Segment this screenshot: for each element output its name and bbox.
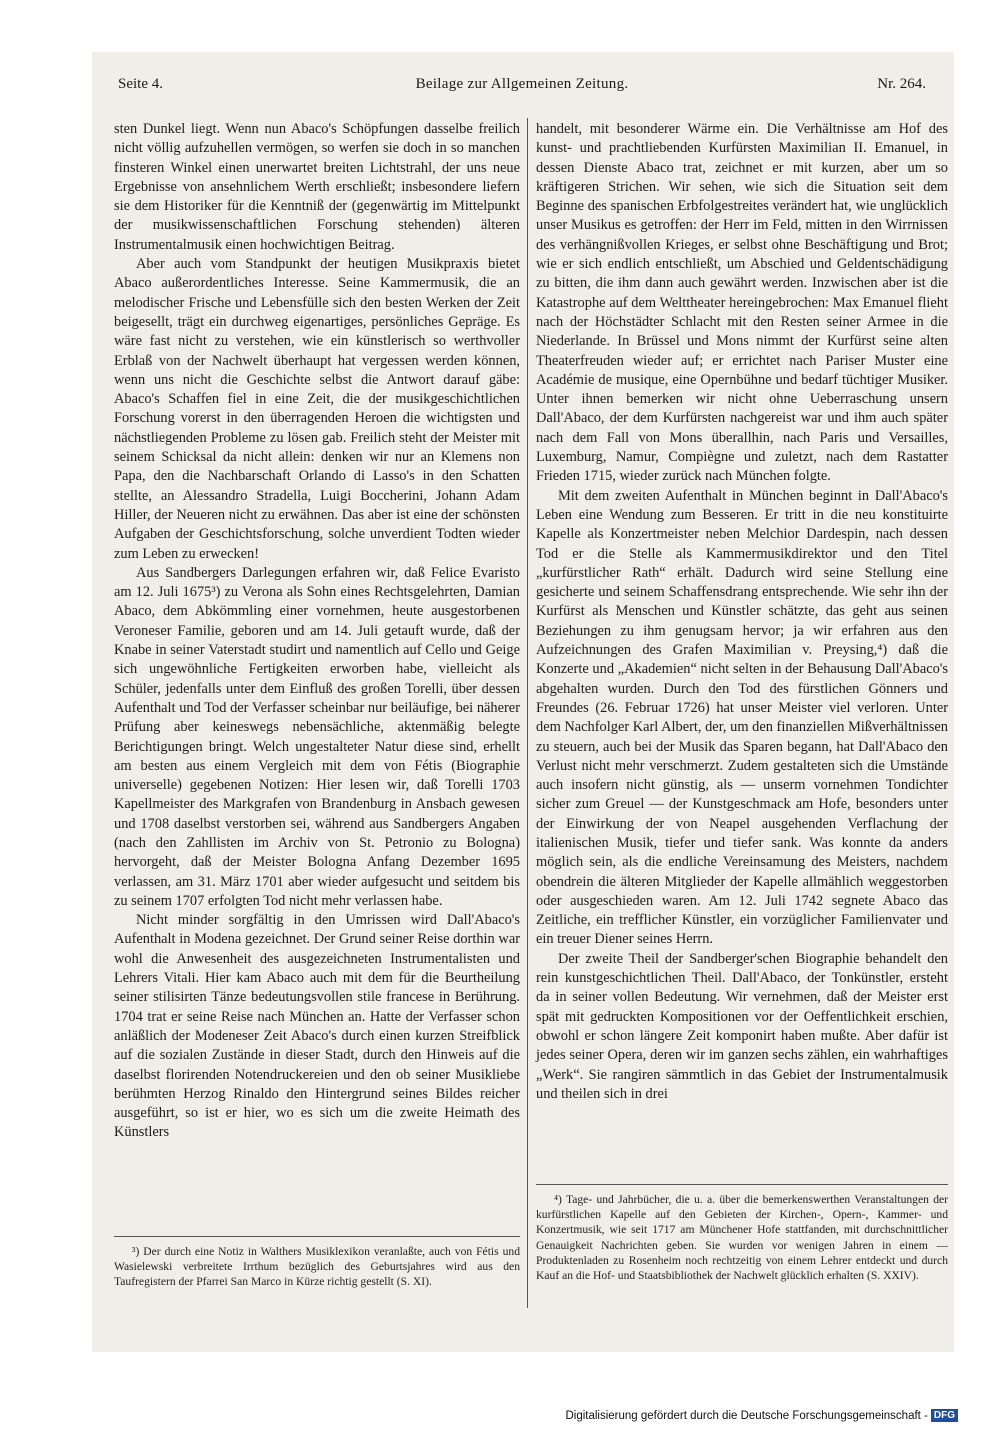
paragraph: sten Dunkel liegt. Wenn nun Abaco's Schöpfungen dasselbe freilich nicht völlig aufzuhellen vermögen, so werfen sie doch in so manchen finsteren Winkel einen unerwartet breiten Lichtstrahl, der uns neue Ergebnisse von ansehnlichem Werth erschließt; insbesondere liefern sie dem Historiker für die Kenntniß der (gegenwärtig im Mittelpunkt der musikwissenschaftlichen Forschung stehenden) älteren Instrumentalmusik einen hochwichtigen Beitrag. [114,121,520,253]
paragraph: Mit dem zweiten Aufenthalt in München beginnt in Dall'Abaco's Leben eine Wendung zum Besseren. Er tritt in die neu konstituirte Kapelle als Konzertmeister neben Melchior Dardespin, nach dessen Tod er die Stelle als Kammermusikdirektor und den Titel „kurfürstlicher Rath“ erhält. Dadurch wird seine Stellung eine gesicherte und seinem Schaffensdrang entsprechende. Wie sehr ihn der Kurfürst als Menschen und Künstler schätzte, das geht aus seinen Beziehungen zu ihm genugsam hervor; ja wir erfahren aus den Aufzeichnungen des Grafen Maximilian v. Preysing,⁴) daß die Konzerte und „Akademien“ nicht selten in der Behausung Dall'Abaco's abgehalten wurden. Durch den Tod des fürstlichen Gönners und Freundes (26. Februar 1726) hat unser Meister viel verloren. Unter dem Nachfolger Karl Albert, der, um den finanziellen Mißverhältnissen zu steuern, auch bei der Musik das Sparen begann, hat Dall'Abaco den Verlust nicht mehr verschmerzt. Zudem gestalteten sich die Umstände auch insofern nicht günstig, als — unserm vornehmen Tondichter sicher zum Greuel — der Kunstgeschmack am Hofe, besonders unter der Einwirkung der von Neapel ausgehenden Verflachung der italienischen Musik, tiefer und tiefer sank. Was konnte da anders möglich sein, als die endliche Vereinsamung des Meisters, nachdem obendrein die älteren Mitglieder der Kapelle allmählich weggestorben oder ausgeschieden waren. Am 12. Juli 1742 segnete Abaco das Zeitliche, ein trefflicher Künstler, ein vorzüglicher Familienvater und ein treuer Diener seines Herrn. [536,487,948,948]
column-divider [527,118,528,1308]
left-column [114,120,520,1143]
credit-text: Digitalisierung gefördert durch die Deutsche Forschungsgemeinschaft - [565,1410,928,1422]
paragraph: Aus Sandbergers Darlegungen erfahren wir, daß Felice Evaristo am 12. Juli 1675³) zu Verona als Sohn eines Rechtsgelehrten, Damian Abaco, dem Abkömmling einer vornehmen, heute ausgestorbenen Veroneser Familie, geboren und am 14. Juli getauft wurde, daß der Knabe in seiner Vaterstadt studirt und namentlich auf Cello und Geige sich ungewöhnliche Fertigkeiten erworben habe, vielleicht als Schüler, jedenfalls unter dem Einfluß des großen Torelli, über dessen Aufenthalt und Tod der Verfasser scheinbar nur beiläufige, bei näherer Prüfung aber keineswegs nebensächliche, aktenmäßig belegte Berichtigungen bringt. Welch ungestalteter Natur diese sind, erhellt am besten aus einem Vergleich mit dem von Fétis (Biographie universelle) gegebenen Notizen: Hier lesen wir, daß Torelli 1703 Kapellmeister des Markgrafen von Brandenburg in Ansbach gewesen und 1708 daselbst verstorben sei, während aus Sandbergers Angaben (nach den Zahllisten im Archiv von St. Petronio zu Bologna) hervorgeht, daß der Meister Bologna Anfang Dezember 1695 verlassen, am 31. März 1701 aber wieder aufgesucht und seitdem bis zu seinem 1707 erfolgten Tod nicht mehr verlassen habe. [114,564,520,909]
dfg-logo: DFG [931,1409,958,1422]
footnote-text: ³) Der durch eine Notiz in Walthers Musiklexikon veranlaßte, auch von Fétis und Wasielewski verbreitete Irrthum bezüglich des Geburtsjahres wird aus den Taufregistern der Pfarrei San Marco in Kürze richtig gestellt (S. XI). [114,1245,520,1289]
paragraph: Nicht minder sorgfältig in den Umrissen wird Dall'Abaco's Aufenthalt in Modena gezeichnet. Der Grund seiner Reise dorthin war wohl die Anwesenheit des ausgezeichneten Instrumentalisten und Lehrers Vitali. Hier kam Abaco auch mit dem für die Beurtheilung seiner stilisirten Tänze bedeutungsvollen stile francese in Berührung. 1704 trat er seine Reise nach München an. Hatte der Verfasser schon anläßlich der Modeneser Zeit Abaco's durch einen kurzen Streifblick auf die sozialen Zustände in dieser Stadt, durch den Hinweis auf die daselbst florirenden Notendruckereien und den ob seiner Musikliebe berühmten Herzog Rinaldo den Hintergrund seines Bildes reicher ausgeführt, so ist er hier, wo es sich um die zweite Heimath des Künstlers [114,912,520,1141]
right-column [536,120,948,1104]
paragraph: Der zweite Theil der Sandberger'schen Biographie behandelt den rein kunstgeschichtlichen Theil. Dall'Abaco, der Tonkünstler, ersteht da in seiner vollen Bedeutung. Wir vernehmen, daß der Meister erst spät mit gedruckten Kompositionen vor der Oeffentlichkeit erschien, obwohl er schon längere Zeit komponirt haben mußte. Aber dafür ist jedes seiner Opera, deren wir im ganzen sechs zählen, ein wahrhaftiges „Werk“. Sie rangiren sämmtlich in das Gebiet der Instrumentalmusik und theilen sich in drei [536,950,948,1102]
header-page-number: Seite 4. [118,76,163,92]
footnote-text: ⁴) Tage- und Jahrbücher, die u. a. über die bemerkenswerthen Veranstaltungen der kurfürstlichen Kapelle auf den Gebieten der Kirchen-, Opern-, Kammer- und Konzertmusik, wie seit 1717 am Münchener Hofe stattfanden, mit durchschnittlicher Genauigkeit Nachrichten geben. Sie wurden vor wenigen Jahren in einem — Produktenladen zu Rosenheim noch rechtzeitig von einem Lehrer entdeckt und durch Kauf an die Hof- und Staatsbibliothek der Nachwelt glücklich erhalten (S. XXIV). [536,1193,948,1283]
header-title: Beilage zur Allgemeinen Zeitung. [415,76,629,92]
footnote-rule-right [536,1184,948,1185]
paragraph: Aber auch vom Standpunkt der heutigen Musikpraxis bietet Abaco außerordentliches Interesse. Seine Kammermusik, die an melodischer Frische und Lebensfülle sich den besten Werken der Zeit beigesellt, trägt ein durchweg eigenartiges, persönliches Gepräge. Es wäre fast nicht zu verstehen, wie ein künstlerisch so werthvoller Erblaß von der Nachwelt überhaupt hat vergessen werden können, wenn uns nicht die Geschichte selbst die Antwort darauf gäbe: Abaco's Schaffen fiel in eine Zeit, die der musikgeschichtlichen Forschung vorerst in den überragenden Heroen die wichtigsten und nächstliegenden Probleme zu lösen gab. Freilich steht der Meister mit seinem Schicksal da nicht allein: denken wir nur an Klemens non Papa, den die Nachbarschaft Orlando di Lasso's in den Schatten stellte, an Alessandro Stradella, Luigi Boccherini, Johann Adam Hiller, der Neueren nicht zu erwähnen. Das aber ist eine der schönsten Aufgaben der Geschichtsforschung, solche unverdient Todten wieder zum Leben zu erwecken! [114,256,520,562]
page-header [118,76,926,98]
header-issue-number: Nr. 264. [877,76,926,92]
footnote-left [114,1244,520,1290]
paragraph: handelt, mit besonderer Wärme ein. Die Verhältnisse am Hof des kunst- und prachtliebenden Kurfürsten Maximilian II. Emanuel, in dessen Dienste Abaco trat, zeichnet er mit kurzen, aber um so kräftigeren Strichen. Wir sehen, wie sich die Situation seit dem Beginne des spanischen Erbfolgestreites verändert hat, wie unglücklich unser Musikus es getroffen: der Herr im Feld, mitten in den Wirrnissen des verhängnißvollen Krieges, er selbst ohne Beschäftigung und Brot; wie er sich endlich entschließt, um Abschied und Geldentschädigung zu bitten, die ihm dann auch gewährt werden. Inzwischen aber ist die Katastrophe auf dem Welttheater hereingebrochen: Max Emanuel flieht nach der Höchstädter Schlacht mit den Resten seiner Armee in die Niederlande. In Brüssel und Mons nimmt der Kurfürst seine alten Theaterfreuden wieder auf; er errichtet nach Pariser Muster eine Académie de musique, eine Opernbühne und bedarf tüchtiger Musiker. Unter ihnen bemerken wir nicht ohne Ueberraschung unsern Dall'Abaco, der dem Kurfürsten nachgereist war und ihm auch später nach dem Fall von Mons überallhin, nach Paris und Versailles, Luxemburg, Namur, Compiègne und zuletzt, nach dem Rastatter Frieden 1715, wieder zurück nach München folgte. [536,121,948,485]
footnote-rule-left [114,1236,520,1237]
digitization-credit [565,1409,958,1422]
footnote-right [536,1192,948,1283]
